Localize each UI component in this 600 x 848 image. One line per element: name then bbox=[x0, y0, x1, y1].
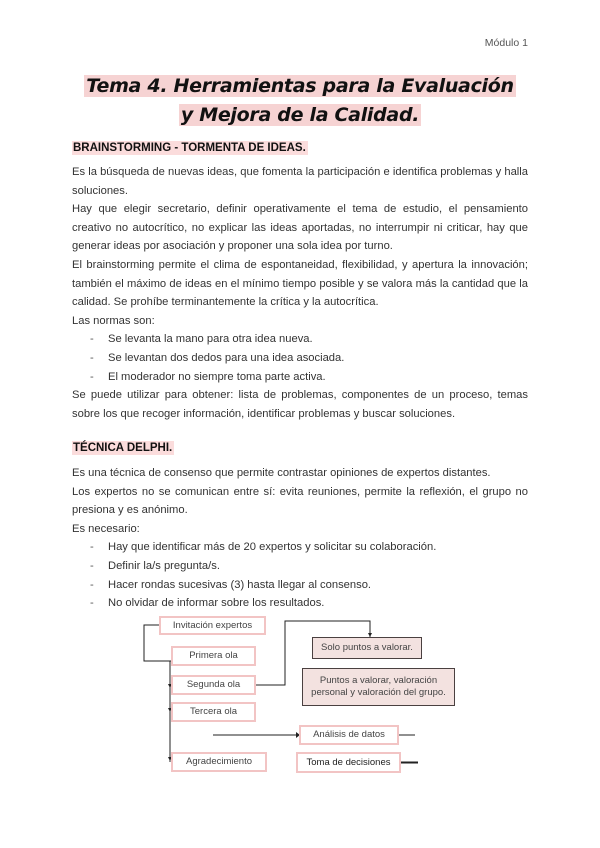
box-agradecimiento: Agradecimiento bbox=[171, 752, 267, 772]
list-item-text: Se levantan dos dedos para una idea asociada. bbox=[108, 351, 345, 364]
list-item bbox=[72, 557, 528, 576]
box-toma-de-decisiones: Toma de decisiones bbox=[296, 752, 401, 773]
paragraph: Se puede utilizar para obtener: lista de problemas, componentes de un proceso, temas sobre los que recoger información, identificar problemas y buscar soluciones. bbox=[72, 389, 528, 420]
dash-bullet: - bbox=[90, 370, 94, 383]
dash-bullet: - bbox=[90, 333, 94, 346]
list-item bbox=[72, 576, 528, 595]
box-primera-ola: Primera ola bbox=[171, 646, 256, 666]
paragraph: Es necesario: bbox=[72, 522, 140, 535]
dash-bullet: - bbox=[90, 597, 94, 610]
list-item-text: Hacer rondas sucesivas (3) hasta llegar al consenso. bbox=[108, 578, 372, 591]
paragraph: Es una técnica de consenso que permite contrastar opiniones de expertos distantes. bbox=[72, 467, 491, 479]
dash-bullet: - bbox=[90, 351, 94, 364]
list-item bbox=[72, 330, 528, 349]
norms-list bbox=[72, 330, 528, 386]
list-item bbox=[72, 349, 528, 368]
title-line-1: Tema 4. Herramientas para la Evaluación bbox=[86, 75, 514, 97]
box-tercera-ola: Tercera ola bbox=[171, 702, 256, 722]
page-title bbox=[0, 72, 600, 130]
box-solo-puntos-a-valorar: Solo puntos a valorar. bbox=[312, 637, 422, 659]
section-heading-delphi: TÉCNICA DELPHI. bbox=[73, 442, 173, 454]
paragraph: El brainstorming permite el clima de espontaneidad, flexibilidad, y apertura la innovación; también el máximo de ideas en el mínimo tiempo posible y se valora más la cantidad que la calidad. Se prohíbe terminantemente la crítica y la autocrítica. bbox=[72, 258, 528, 309]
box-analisis-de-datos: Análisis de datos bbox=[299, 725, 399, 745]
paragraph: Las normas son: bbox=[72, 314, 155, 327]
list-item-text: Se levanta la mano para otra idea nueva. bbox=[108, 333, 313, 346]
paragraph: Hay que elegir secretario, definir operativamente el tema de estudio, el pensamiento creativo no autocrítico, no explicar las ideas aportadas, no interrumpir ni criticar, hay que generar ideas por asociación y proponer una sola idea por turno. bbox=[72, 203, 528, 253]
section-heading-brainstorming: BRAINSTORMING - TORMENTA DE IDEAS. bbox=[73, 142, 306, 154]
title-line-2: y Mejora de la Calidad. bbox=[180, 104, 420, 126]
list-item-text: El moderador no siempre toma parte activa. bbox=[108, 370, 326, 383]
list-item-text: No olvidar de informar sobre los resultados. bbox=[108, 597, 325, 610]
list-item bbox=[72, 538, 528, 557]
list-item bbox=[72, 594, 528, 613]
requirements-list bbox=[72, 538, 528, 612]
dash-bullet: - bbox=[90, 559, 94, 572]
box-segunda-ola: Segunda ola bbox=[171, 675, 256, 695]
list-item bbox=[72, 368, 528, 387]
dash-bullet: - bbox=[90, 578, 94, 591]
list-item-text: Definir la/s pregunta/s. bbox=[108, 559, 220, 572]
list-item-text: Hay que identificar más de 20 expertos y solicitar su colaboración. bbox=[108, 541, 437, 554]
brainstorming-body bbox=[72, 163, 528, 423]
box-puntos-valoracion-grupo: Puntos a valorar, valoración personal y valoración del grupo. bbox=[302, 668, 455, 706]
dash-bullet: - bbox=[90, 541, 94, 554]
delphi-body bbox=[72, 464, 528, 613]
box-invitacion-expertos: Invitación expertos bbox=[159, 616, 266, 635]
paragraph: Es la búsqueda de nuevas ideas, que fomenta la participación e identifica problemas y halla soluciones. bbox=[72, 166, 528, 197]
module-label: Módulo 1 bbox=[484, 37, 528, 49]
paragraph: Los expertos no se comunican entre sí: evita reuniones, permite la reflexión, el grupo no presiona y es anónimo. bbox=[72, 485, 528, 517]
